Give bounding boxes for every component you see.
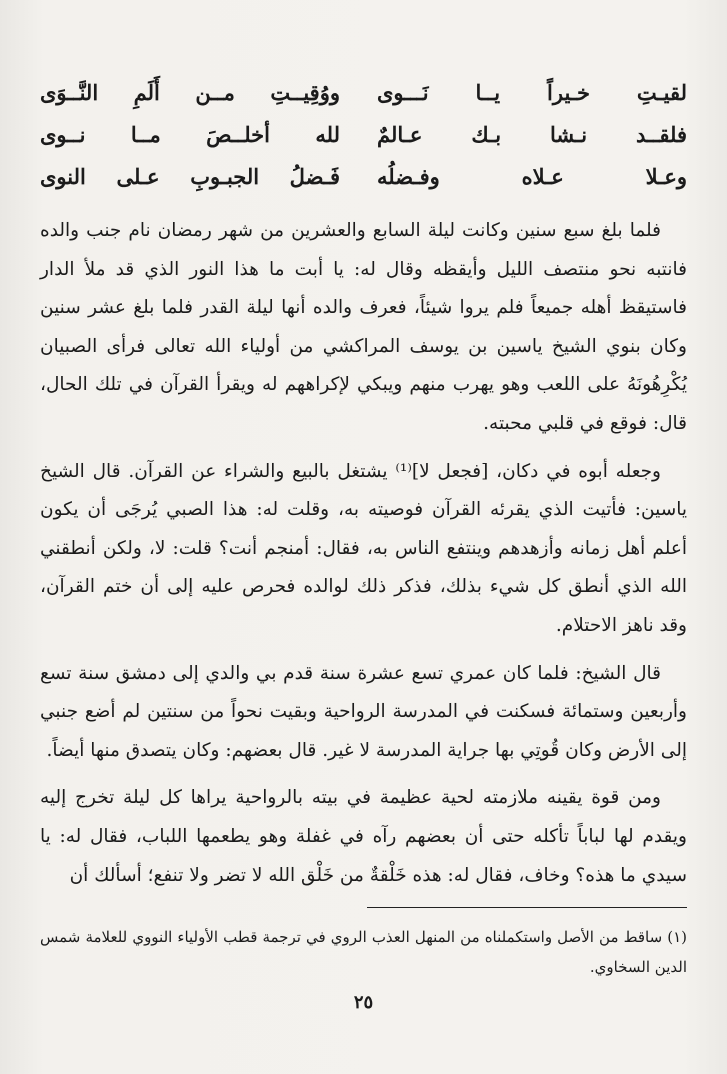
verse-first-hemistich: وعـلا عـلاه وفـضلُه [377, 164, 687, 189]
body-text [40, 212, 687, 895]
paragraph: قال الشيخ: فلما كان عمري تسع عشرة سنة قدم بي والدي إلى دمشق سنة تسع وأربعين وستمائة فسكنت في المدرسة الرواحية وبقيت نحواً من سنتين لم أضع جنبي إلى الأرض وكان قُوتِي بها جراية المدرسة لا غير. قال بعضهم: وكان يتصدق منها أيضاً. [40, 662, 687, 761]
verse-line [40, 122, 687, 162]
footnote-separator [367, 907, 687, 908]
paragraph: وجعله أبوه في دكان، [فجعل لا]⁽¹⁾ يشتغل بالبيع والشراء عن القرآن. قال الشيخ ياسين: فأتيت الذي يقرئه القرآن فوصيته به، وقلت له: هذا الصبي يُرجَى أن يكون أعلم أهل زمانه وأزهدهم وينتفع الناس به، فقال: أمنجم أنت؟ قلت: لا، ولكن أنطقني الله الذي أنطق كل شيء بذلك، فذكر ذلك لوالده فحرص عليه إلى أن ختم القرآن، وقد ناهز الاحتلام. [40, 460, 687, 636]
footnote: (١) ساقط من الأصل واستكملناه من المنهل العذب الروي في ترجمة قطب الأولياء النووي للعلامة شمس الدين السخاوي. [40, 928, 687, 976]
verse-line [40, 164, 687, 204]
verse-second-hemistich: ووُقِيــتِ مــن أَلَمِ النَّــوَى [40, 80, 340, 105]
verse-second-hemistich: لله أخلــصَ مــا نــوى [40, 122, 340, 147]
verse-first-hemistich: لقيـتِ خـيراً يــا نَـــوى [377, 80, 687, 105]
paragraph: ومن قوة يقينه ملازمته لحية عظيمة في بيته بالرواحية يراها كل ليلة تخرج إليه ويقدم لها لباباً تأكله حتى أن بعضهم رآه في غفلة وهو يطعمها اللباب، فقال له: يا سيدي ما هذه؟ وخاف، فقال له: هذه خَلْقةٌ من خَلْق الله لا تضر ولا تنفع؛ أسألك أن [40, 787, 687, 886]
page-number: ٢٥ [353, 992, 374, 1013]
verse-line [40, 80, 687, 120]
paragraph: فلما بلغ سبع سنين وكانت ليلة السابع والعشرين من شهر رمضان نام جنب والده فانتبه نحو منتصف الليل وأيقظه وقال له: يا أبت ما هذا النور الذي قد ملأ الدار فاستيقظ أهله جميعاً فلم يروا شيئاً، فعرف والده أنها ليلة القدر فلما بلغ عشر سنين وكان بنوي الشيخ ياسين بن يوسف المراكشي من أولياء الله تعالى فرأى الصبيان يُكْرِهُونَهُ على اللعب وهو يهرب منهم ويبكي لإكراههم له ويقرأ القرآن في تلك الحال، قال: فوقع في قلبي محبته. [40, 220, 687, 434]
verse-second-hemistich: فَـضلُ الجبـوبِ عـلى النوى [40, 164, 340, 189]
verse-first-hemistich: فلقــد نـشا بـك عـالمٌ [377, 122, 687, 147]
